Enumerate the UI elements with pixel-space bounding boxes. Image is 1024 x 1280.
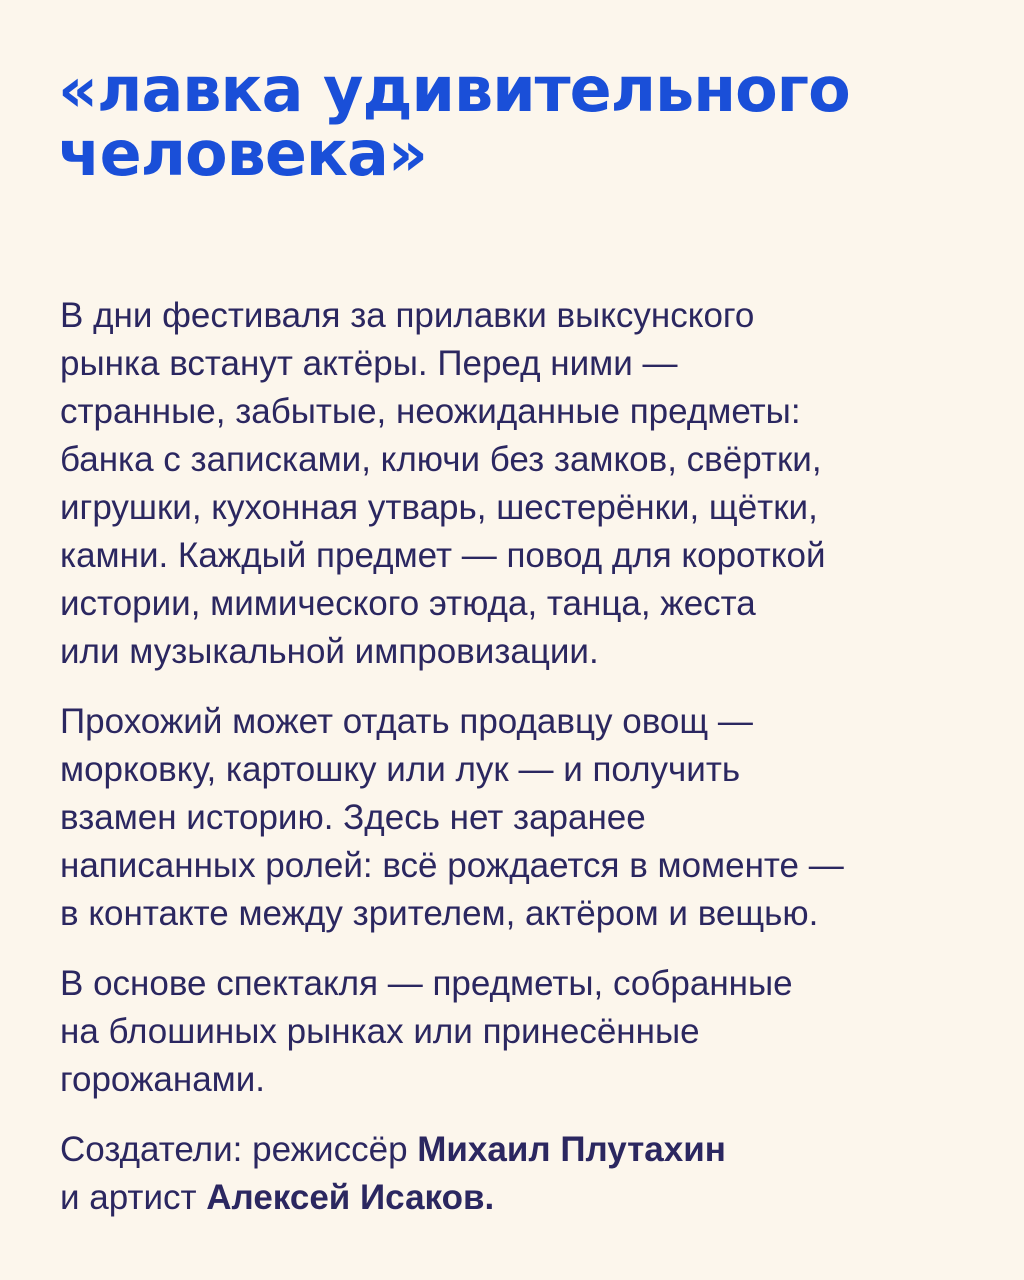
actor-name: Алексей Исаков. [206, 1178, 495, 1217]
text-line: камни. Каждый предмет — повод для короткой [60, 536, 826, 575]
text-line: В основе спектакля — предметы, собранные [60, 964, 793, 1003]
text-line: истории, мимического этюда, танца, жеста [60, 584, 756, 623]
credits-prefix: и артист [60, 1178, 207, 1217]
text-line: в контакте между зрителем, актёром и вещью. [60, 894, 819, 933]
text-line: странные, забытые, неожиданные предметы: [60, 392, 801, 431]
text-line: морковку, картошку или лук — и получить [60, 750, 741, 789]
credits-line-director [60, 1126, 1000, 1174]
text-line: В дни фестиваля за прилавки выксунского [60, 296, 755, 335]
text-line: игрушки, кухонная утварь, шестерёнки, щётки, [60, 488, 818, 527]
text-line: или музыкальной импровизации. [60, 632, 599, 671]
text-line: рынка встанут актёры. Перед ними — [60, 344, 678, 383]
text-line: горожанами. [60, 1060, 266, 1099]
title-line-2: человека» [58, 117, 427, 190]
paragraph-basis [60, 960, 1000, 1104]
credits-prefix: Создатели: режиссёр [60, 1130, 418, 1169]
paragraph-intro [60, 292, 1000, 676]
text-line: на блошиных рынках или принесённые [60, 1012, 700, 1051]
paragraph-credits [60, 1126, 1000, 1222]
text-line: банка с записками, ключи без замков, свёртки, [60, 440, 822, 479]
director-name: Михаил Плутахин [417, 1130, 726, 1169]
text-line: написанных ролей: всё рождается в моменте — [60, 846, 844, 885]
text-line: взамен историю. Здесь нет заранее [60, 798, 646, 837]
credits-line-actor [60, 1174, 1000, 1222]
article-body [60, 292, 1000, 1244]
text-line: Прохожий может отдать продавцу овощ — [60, 702, 753, 741]
paragraph-exchange [60, 698, 1000, 938]
title-line-1: «лавка удивительного [58, 53, 850, 126]
page-title [58, 53, 998, 190]
